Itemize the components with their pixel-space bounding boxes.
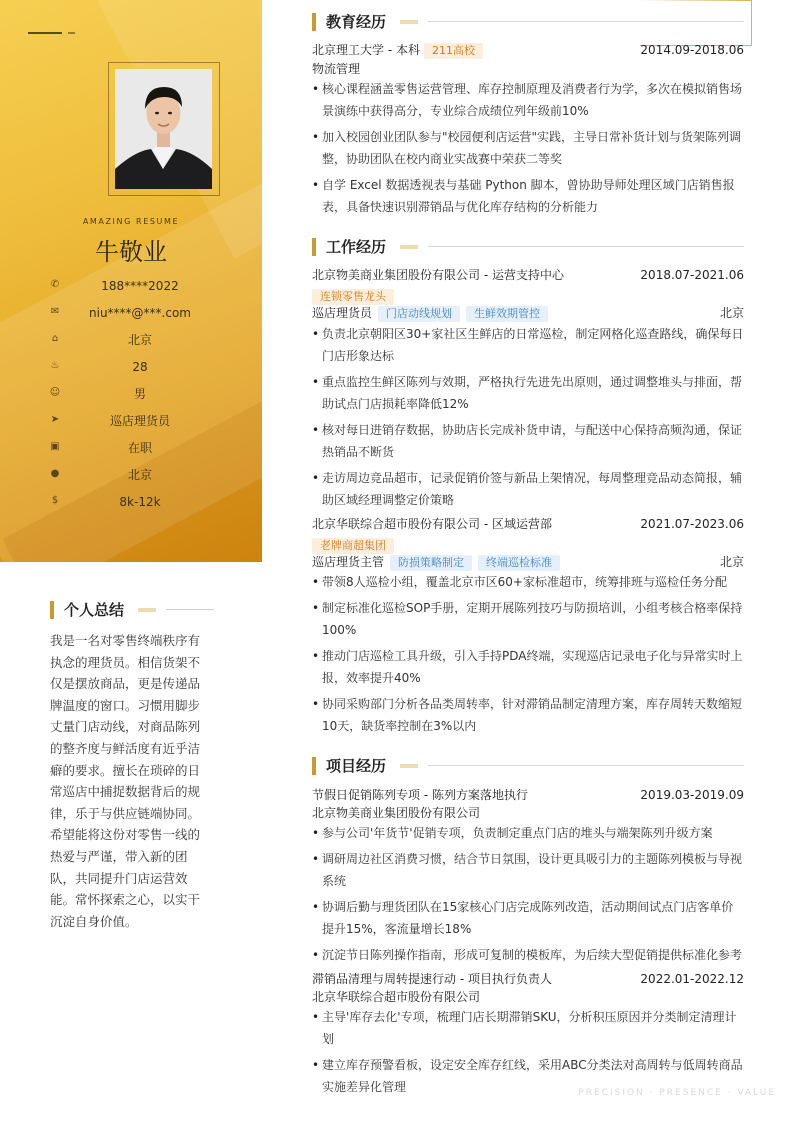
contact-info-text: 188****2022 — [101, 279, 179, 293]
phone-icon: ✆ — [50, 279, 60, 290]
job-bullet: • 重点监控生鲜区陈列与效期，严格执行先进先出原则，通过调整堆头与排面，帮助试点门店损耗率降低12% — [312, 371, 744, 415]
project-bullet: • 沉淀节日陈列操作指南，形成可复制的模板库，为后续大型促销提供标准化参考 — [312, 944, 744, 966]
education-bullet: • 自学 Excel 数据透视表与基础 Python 脚本，曾协助导师处理区域门店销售报表，具备快速识别滞销品与优化库存结构的分析能力 — [312, 174, 744, 218]
contact-info-text: niu****@***.com — [89, 306, 191, 320]
job-company: 北京华联综合超市股份有限公司 - 区域运营部 — [312, 517, 552, 531]
contact-info-row — [48, 384, 238, 404]
job-bullet: • 带领8人巡检小组，覆盖北京市区60+家标准超市，统筹排班与巡检任务分配 — [312, 571, 744, 593]
job-role: 巡店理货员 — [312, 306, 373, 320]
smile-icon: ☺ — [49, 387, 61, 398]
role-tag: 生鲜效期管控 — [466, 306, 548, 322]
project-bullet: • 协调后勤与理货团队在15家核心门店完成陈列改造，活动期间试点门店客单价提升15%，客流量增长18% — [312, 896, 744, 940]
section-accent-bar — [50, 601, 54, 619]
project-bullet: • 主导'库存去化'专项，梳理门店长期滞销SKU，分析积压原因并分类制定清理计划 — [312, 1006, 744, 1050]
project-org: 北京华联综合超市股份有限公司 — [312, 990, 481, 1004]
contact-info-row — [48, 438, 238, 458]
project-name: 滞销品清理与周转提速行动 - 项目执行负责人 — [312, 972, 552, 986]
section-dash — [138, 608, 156, 612]
job-bullet: • 协同采购部门分析各品类周转率，针对滞销品制定清理方案，库存周转天数缩短10天，缺货率控制在3%以内 — [312, 693, 744, 737]
job-company-row — [312, 265, 744, 285]
section-dash — [400, 245, 418, 249]
briefcase-icon: ▣ — [50, 441, 60, 452]
contact-info-row — [48, 411, 238, 431]
resume-tagline: AMAZING RESUME — [82, 217, 180, 226]
contact-info-text: 北京 — [127, 333, 152, 347]
education-school-row — [312, 40, 744, 60]
mail-icon: ✉ — [50, 306, 60, 317]
contact-info-row — [48, 276, 238, 296]
education-bullet: • 加入校园创业团队参与"校园便利店运营"实践，主导日常补货计划与货架陈列调整，协助团队在校内商业实战赛中荣获二等奖 — [312, 126, 744, 170]
contact-info-row — [48, 492, 238, 512]
project-bullet: • 建立库存预警看板，设定安全库存红线，采用ABC分类法对高周转与低周转商品实施差异化管理 — [312, 1054, 744, 1098]
job-bullet: • 核对每日进销存数据，协助店长完成补货申请，与配送中心保持高频沟通，保证热销品不断货 — [312, 419, 744, 463]
project-name: 节假日促销陈列专项 - 陈列方案落地执行 — [312, 788, 528, 802]
job-company-row — [312, 514, 744, 534]
contact-info-text: 北京 — [127, 468, 152, 482]
summary-text: 我是一名对零售终端秩序有执念的理货员。相信货架不仅是摆放商品，更是传递品牌温度的窗口。习惯用脚步丈量门店动线，对商品陈列的整齐度与鲜活度有近乎洁癖的要求。擅长在琐碎的日常巡店中捕捉数据背后的规律，乐于与供应链端协同。希望能将这份对零售一线的热爱与严谨，带入新的团队，共同提升门店运营效能。常怀探索之心，以实干沉淀自身价值。 — [50, 633, 201, 929]
job-city: 北京 — [719, 306, 744, 320]
decorative-line — [28, 32, 62, 34]
education-title: 教育经历 — [326, 13, 387, 31]
section-accent-bar — [312, 757, 316, 775]
section-accent-bar — [312, 13, 316, 31]
job-date: 2018.07-2021.06 — [640, 268, 744, 282]
summary-title: 个人总结 — [64, 601, 125, 619]
role-tag: 防损策略制定 — [390, 555, 472, 571]
job-bullet: • 负责北京朝阳区30+家社区生鲜店的日常巡检，制定网格化巡查路线，确保每日门店形象达标 — [312, 323, 744, 367]
cake-icon: ♨ — [50, 360, 60, 371]
send-icon: ➤ — [50, 414, 60, 425]
projects-title: 项目经历 — [326, 757, 387, 775]
section-dash — [400, 20, 418, 24]
school-name: 北京理工大学 - 本科 — [312, 43, 420, 57]
job-company: 北京物美商业集团股份有限公司 - 运营支持中心 — [312, 268, 564, 282]
contact-info-row — [48, 465, 238, 485]
section-accent-bar — [312, 238, 316, 256]
project-name-row — [312, 969, 744, 989]
sidebar-panel — [0, 0, 262, 562]
job-role-row — [312, 303, 744, 323]
candidate-name: 牛敬业 — [95, 238, 167, 266]
avatar-photo — [115, 69, 212, 189]
school-tag: 211高校 — [424, 43, 483, 59]
education-major: 物流管理 — [312, 62, 361, 76]
work-title: 工作经历 — [326, 238, 387, 256]
project-date: 2022.01-2022.12 — [640, 972, 744, 986]
job-bullet: • 走访周边竞品超市，记录促销价签与新品上架情况，每周整理竞品动态简报，辅助区域经理调整定价策略 — [312, 467, 744, 511]
contact-info-text: 巡店理货员 — [109, 414, 170, 428]
section-rule — [428, 765, 744, 766]
salary-icon: $ — [51, 495, 59, 506]
education-date: 2014.09-2018.06 — [640, 43, 744, 57]
location-pin-icon: ● — [50, 468, 60, 479]
project-org: 北京物美商业集团股份有限公司 — [312, 806, 481, 820]
section-rule — [428, 246, 744, 247]
project-date: 2019.03-2019.09 — [640, 788, 744, 802]
avatar-illustration — [115, 69, 212, 189]
project-name-row — [312, 785, 744, 805]
decorative-line — [68, 32, 75, 34]
company-tag: 老牌商超集团 — [312, 538, 394, 554]
contact-info-text: 28 — [132, 360, 148, 374]
work-section-header — [312, 237, 744, 257]
home-icon: ⌂ — [51, 333, 59, 344]
job-city: 北京 — [719, 555, 744, 569]
contact-info-row — [48, 357, 238, 377]
job-role-row — [312, 552, 744, 572]
role-tag: 门店动线规划 — [378, 306, 460, 322]
contact-info-text: 在职 — [127, 441, 152, 455]
contact-info-text: 男 — [133, 387, 146, 401]
education-section-header — [312, 12, 744, 32]
projects-section-header — [312, 756, 744, 776]
footer-watermark: PRECISION · PRESENCE · VALUE — [578, 1088, 776, 1098]
project-bullet: • 调研周边社区消费习惯，结合节日氛围，设计更具吸引力的主题陈列模板与导视系统 — [312, 848, 744, 892]
job-role: 巡店理货主管 — [312, 555, 385, 569]
contact-info-text: 8k-12k — [119, 495, 161, 509]
section-rule — [166, 609, 214, 610]
section-rule — [428, 21, 744, 22]
company-tag: 连锁零售龙头 — [312, 289, 394, 305]
job-date: 2021.07-2023.06 — [640, 517, 744, 531]
education-bullet: • 核心课程涵盖零售运营管理、库存控制原理及消费者行为学，多次在模拟销售场景演练中获得高分，专业综合成绩位列年级前10% — [312, 78, 744, 122]
section-dash — [400, 764, 418, 768]
summary-section-header — [50, 600, 220, 620]
contact-info-row — [48, 330, 238, 350]
job-bullet: • 制定标准化巡检SOP手册，定期开展陈列技巧与防损培训，小组考核合格率保持100% — [312, 597, 744, 641]
job-bullet: • 推动门店巡检工具升级，引入手持PDA终端，实现巡店记录电子化与异常实时上报，效率提升40% — [312, 645, 744, 689]
role-tag: 终端巡检标准 — [478, 555, 560, 571]
project-bullet: • 参与公司'年货节'促销专项，负责制定重点门店的堆头与端架陈列升级方案 — [312, 822, 744, 844]
contact-info-row — [48, 303, 238, 323]
